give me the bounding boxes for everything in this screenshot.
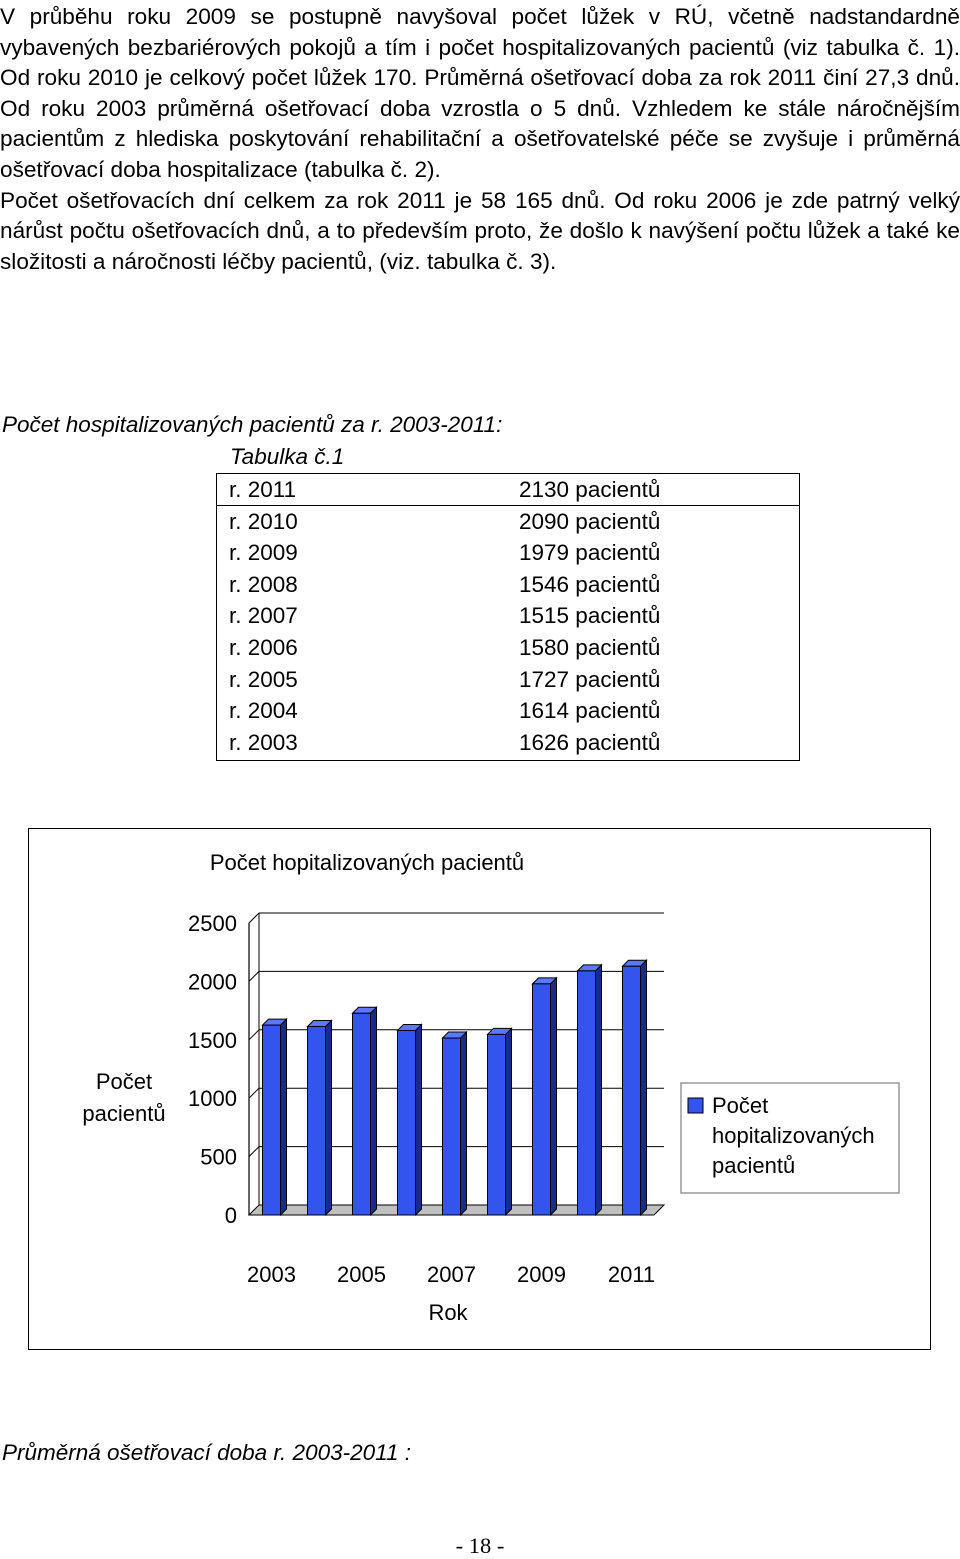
row-year: r. 2004 <box>229 698 298 724</box>
bar <box>443 1032 467 1215</box>
gridline-diag <box>249 913 259 923</box>
gridline-diag <box>249 1030 259 1040</box>
row-year: r. 2003 <box>229 729 298 755</box>
row-year: r. 2011 <box>229 477 297 502</box>
bar-side <box>506 1028 512 1215</box>
bar-front <box>308 1026 326 1215</box>
gridline-diag <box>249 971 259 981</box>
row-year: r. 2008 <box>229 571 298 597</box>
bar-front <box>398 1030 416 1215</box>
x-axis-title: Rok <box>428 1300 468 1325</box>
paragraph-1: V průběhu roku 2009 se postupně navyšoval počet lůžek v RÚ, včetně nadstandardně vybavených bezbariérových pokojů a tím i počet hospitalizovaných pacientů (viz tabulka č. 1). Od roku 2010 je celkový počet lůžek 170. Průměrná ošetřovací doba za rok 2011 činí 27,3 dnů. Od roku 2003 průměrná ošetřovací doba vzrostla o 5 dnů. Vzhledem ke stále náročnějším pacientům z hlediska poskytování rehabilitační a ošetřovatelské péče se zvyšuje i průměrná ošetřovací doba hospitalizace (tabulka č. 2). <box>0 4 960 182</box>
x-tick-label: 2003 <box>247 1262 296 1287</box>
bar <box>308 1020 332 1215</box>
y-tick-label: 2000 <box>188 969 237 995</box>
row-count: 1614 pacientů <box>519 698 661 724</box>
bar-front <box>533 984 551 1215</box>
paragraph-2: Počet ošetřovacích dní celkem za rok 2011 je 58 165 dnů. Od roku 2006 je zde patrný velký nárůst počtu ošetřovacích dnů, a to především proto, že došlo k navýšení počtu lůžek a také ke složitosti a náročnosti léčby pacientů, (viz. tabulka č. 3). <box>0 187 960 274</box>
row-year: r. 2006 <box>229 635 298 660</box>
chart-title: Počet hopitalizovaných pacientů <box>209 850 525 875</box>
section-heading: Počet hospitalizovaných pacientů za r. 2003-2011: <box>2 412 503 437</box>
row-year: r. 2007 <box>229 603 298 629</box>
row-count: 1546 pacientů <box>519 571 661 597</box>
bar <box>353 1007 377 1215</box>
bar <box>623 960 647 1215</box>
table-caption: Tabulka č.1 <box>230 444 345 469</box>
y-axis-title <box>82 1069 165 1126</box>
bar-side <box>641 960 647 1215</box>
row-count: 1580 pacientů <box>519 635 661 660</box>
chart-frame <box>28 828 931 1350</box>
row-year: r. 2009 <box>229 540 298 566</box>
bar <box>488 1028 512 1215</box>
bar <box>263 1019 287 1215</box>
bar-chart <box>29 829 929 1348</box>
legend-label: Počet hopitalizovaných pacientů <box>712 1093 875 1178</box>
gridline-diag <box>249 1088 259 1098</box>
table-row <box>217 727 799 759</box>
x-tick-label: 2011 <box>607 1262 656 1287</box>
row-count: 2130 pacientů <box>519 477 661 502</box>
y-tick-label: 1000 <box>188 1086 237 1112</box>
table-row <box>217 474 799 506</box>
page-number: - 18 - <box>455 1533 505 1558</box>
row-count: 1515 pacientů <box>519 603 661 629</box>
table-row <box>217 506 799 538</box>
bar-side <box>551 978 557 1215</box>
legend-swatch <box>688 1098 703 1113</box>
row-count: 2090 pacientů <box>519 508 661 534</box>
gridline-diag <box>249 1147 259 1157</box>
row-year: r. 2010 <box>229 508 298 534</box>
bar-front <box>443 1038 461 1215</box>
patients-table <box>216 473 800 761</box>
row-count: 1626 pacientů <box>519 729 661 755</box>
bar-side <box>461 1032 467 1215</box>
y-axis-title-line-2: pacientů <box>82 1101 166 1126</box>
bar-side <box>416 1024 422 1215</box>
bar-front <box>263 1025 281 1215</box>
next-section-heading: Průměrná ošetřovací doba r. 2003-2011 : <box>2 1440 411 1465</box>
y-tick-label: 500 <box>200 1144 237 1170</box>
row-count: 1979 pacientů <box>519 540 661 566</box>
bar-side <box>281 1019 287 1215</box>
table-row <box>217 664 799 696</box>
table-row <box>217 600 799 632</box>
body-text <box>0 2 960 277</box>
bar-side <box>326 1020 332 1215</box>
table-row <box>217 537 799 569</box>
bar-side <box>596 965 602 1215</box>
legend <box>681 1083 899 1193</box>
y-axis-title-line-1: Počet <box>95 1069 153 1094</box>
bar <box>398 1024 422 1215</box>
x-tick-label: 2007 <box>427 1262 476 1287</box>
bar-side <box>371 1007 377 1215</box>
table-row <box>217 632 799 664</box>
y-tick-label: 0 <box>224 1203 237 1228</box>
table-row <box>217 695 799 727</box>
table-row <box>217 569 799 601</box>
bar <box>533 978 557 1215</box>
x-tick-label: 2005 <box>337 1262 386 1287</box>
y-tick-label: 2500 <box>188 911 237 936</box>
row-count: 1727 pacientů <box>519 666 661 692</box>
bar <box>578 965 602 1215</box>
x-tick-label: 2009 <box>517 1262 566 1287</box>
bar-front <box>578 971 596 1215</box>
bar-front <box>488 1034 506 1215</box>
bar-front <box>353 1013 371 1215</box>
y-tick-label: 1500 <box>188 1027 237 1053</box>
bar-front <box>623 966 641 1215</box>
row-year: r. 2005 <box>229 666 298 692</box>
